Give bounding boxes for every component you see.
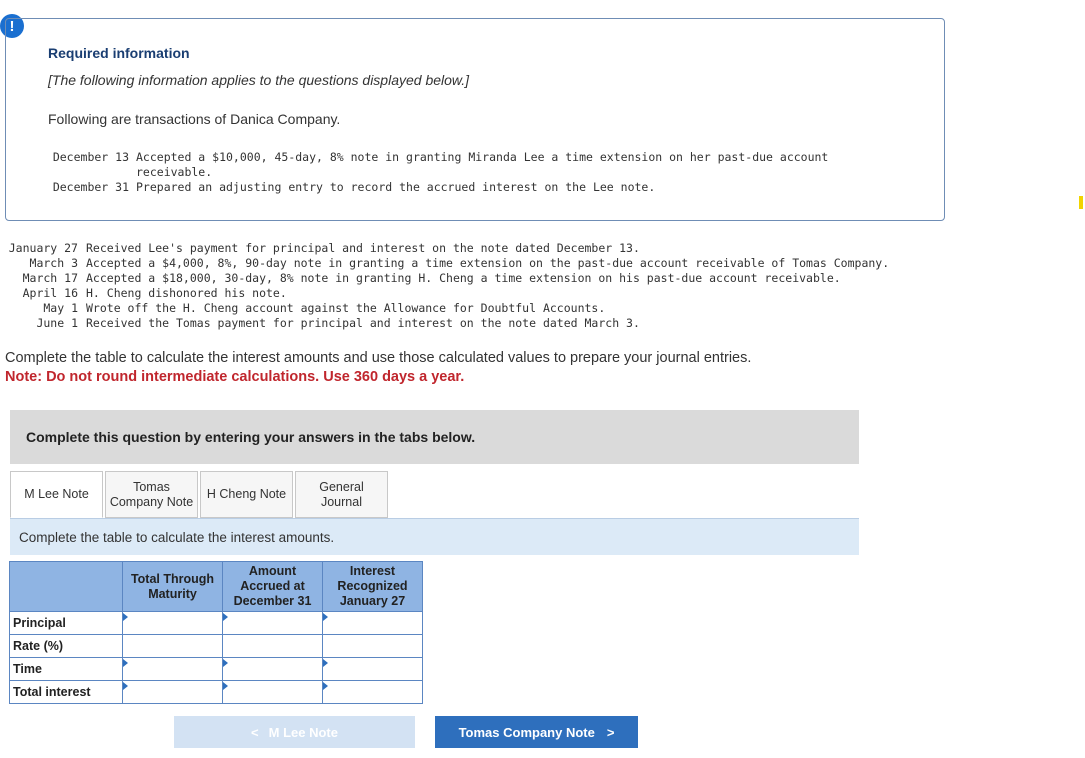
rate-total-input-cell[interactable] bbox=[123, 635, 223, 658]
required-intro: Following are transactions of Danica Company. bbox=[48, 111, 341, 127]
time-accrued-input-cell[interactable] bbox=[223, 658, 323, 681]
banner-text: Complete this question by entering your answers in the tabs below. bbox=[26, 429, 476, 445]
transaction-row: December 13 Accepted a $10,000, 45-day, 8% note in granting Miranda Lee a time extension on her past-due account bbox=[52, 150, 829, 164]
principal-recognized-input-cell[interactable] bbox=[323, 612, 423, 635]
interest-table bbox=[9, 561, 423, 704]
transaction-row: May 1 Wrote off the H. Cheng account against the Allowance for Doubtful Accounts. bbox=[43, 301, 606, 315]
question-banner bbox=[10, 410, 859, 464]
required-title: Required information bbox=[48, 45, 190, 61]
interest-total-input-cell[interactable] bbox=[123, 681, 223, 704]
principal-total-input[interactable] bbox=[123, 612, 222, 634]
transaction-row: April 16 H. Cheng dishonored his note. bbox=[22, 286, 287, 300]
tab-label: Company Note bbox=[109, 494, 194, 509]
row-label: Total interest bbox=[10, 681, 123, 704]
next-button-label: Tomas Company Note bbox=[458, 724, 595, 740]
rounding-note: Note: Do not round intermediate calculations. Use 360 days a year. bbox=[5, 369, 465, 385]
table-header-row bbox=[10, 562, 423, 612]
column-header-total-through-maturity: Total Through Maturity bbox=[123, 562, 223, 612]
interest-total-input[interactable] bbox=[123, 681, 222, 703]
prev-button-label: M Lee Note bbox=[268, 724, 338, 740]
time-total-input[interactable] bbox=[123, 658, 222, 680]
input-flag-icon bbox=[223, 659, 228, 667]
principal-accrued-input[interactable] bbox=[223, 612, 322, 634]
alert-icon: ! bbox=[0, 14, 24, 38]
time-recognized-input[interactable] bbox=[323, 658, 422, 680]
transaction-row: March 17 Accepted a $18,000, 30-day, 8% note in granting H. Cheng a time extension on his past-due account receivable. bbox=[22, 271, 841, 285]
rate-recognized-input-cell[interactable] bbox=[323, 635, 423, 658]
interest-accrued-input[interactable] bbox=[223, 681, 322, 703]
transaction-row: receivable. bbox=[136, 165, 213, 179]
prev-tab-button bbox=[174, 716, 415, 748]
chevron-left-icon: < bbox=[251, 724, 259, 740]
principal-accrued-input-cell[interactable] bbox=[223, 612, 323, 635]
table-row-time bbox=[10, 658, 423, 681]
interest-recognized-input-cell[interactable] bbox=[323, 681, 423, 704]
time-total-input-cell[interactable] bbox=[123, 658, 223, 681]
required-info-box bbox=[5, 18, 945, 221]
time-accrued-input[interactable] bbox=[223, 658, 322, 680]
transaction-row: June 1 Received the Tomas payment for principal and interest on the note dated March 3. bbox=[36, 316, 640, 330]
table-row-total-interest bbox=[10, 681, 423, 704]
required-subtitle: [The following information applies to the questions displayed below.] bbox=[48, 72, 470, 88]
input-flag-icon bbox=[123, 613, 128, 621]
rate-recognized-input[interactable] bbox=[323, 635, 422, 657]
transaction-row: December 31 Prepared an adjusting entry to record the accrued interest on the Lee note. bbox=[52, 180, 656, 194]
interest-accrued-input-cell[interactable] bbox=[223, 681, 323, 704]
highlight-marker bbox=[1079, 196, 1083, 209]
input-flag-icon bbox=[323, 613, 328, 621]
input-flag-icon bbox=[223, 613, 228, 621]
row-label: Rate (%) bbox=[10, 635, 123, 658]
tab-h-cheng-note[interactable] bbox=[200, 471, 293, 518]
table-row-principal bbox=[10, 612, 423, 635]
tab-label: H Cheng Note bbox=[206, 487, 287, 501]
input-flag-icon bbox=[223, 682, 228, 690]
tab-label: General bbox=[319, 479, 364, 494]
transaction-row: March 3 Accepted a $4,000, 8%, 90-day note in granting a time extension on the past-due account receivable of Tomas Company. bbox=[29, 256, 890, 270]
rate-accrued-input[interactable] bbox=[223, 635, 322, 657]
rate-accrued-input-cell[interactable] bbox=[223, 635, 323, 658]
interest-recognized-input[interactable] bbox=[323, 681, 422, 703]
column-header-interest-recognized: Interest Recognized January 27 bbox=[323, 562, 423, 612]
rate-total-input[interactable] bbox=[123, 635, 222, 657]
input-flag-icon bbox=[123, 682, 128, 690]
transaction-row: January 27 Received Lee's payment for principal and interest on the note dated December 13. bbox=[8, 241, 640, 255]
principal-recognized-input[interactable] bbox=[323, 612, 422, 634]
principal-total-input-cell[interactable] bbox=[123, 612, 223, 635]
tab-general-journal[interactable] bbox=[295, 471, 388, 518]
chevron-right-icon: > bbox=[606, 724, 615, 740]
input-flag-icon bbox=[323, 682, 328, 690]
tab-m-lee-note[interactable] bbox=[10, 471, 103, 518]
row-label: Time bbox=[10, 658, 123, 681]
subheading-text: Complete the table to calculate the interest amounts. bbox=[19, 529, 335, 545]
instruction-text: Complete the table to calculate the interest amounts and use those calculated values to prepare your journal entries. bbox=[5, 350, 752, 366]
tab-label: Tomas bbox=[133, 479, 170, 494]
table-row-rate bbox=[10, 635, 423, 658]
column-header-amount-accrued: Amount Accrued at December 31 bbox=[223, 562, 323, 612]
tab-tomas-company-note[interactable] bbox=[105, 471, 198, 518]
tab-label: Journal bbox=[320, 494, 362, 509]
next-tab-button[interactable] bbox=[435, 716, 638, 748]
input-flag-icon bbox=[123, 659, 128, 667]
subheading-bar bbox=[10, 519, 859, 555]
input-flag-icon bbox=[323, 659, 328, 667]
tab-label: M Lee Note bbox=[24, 487, 89, 501]
row-label: Principal bbox=[10, 612, 123, 635]
time-recognized-input-cell[interactable] bbox=[323, 658, 423, 681]
table-header-blank bbox=[10, 562, 123, 612]
